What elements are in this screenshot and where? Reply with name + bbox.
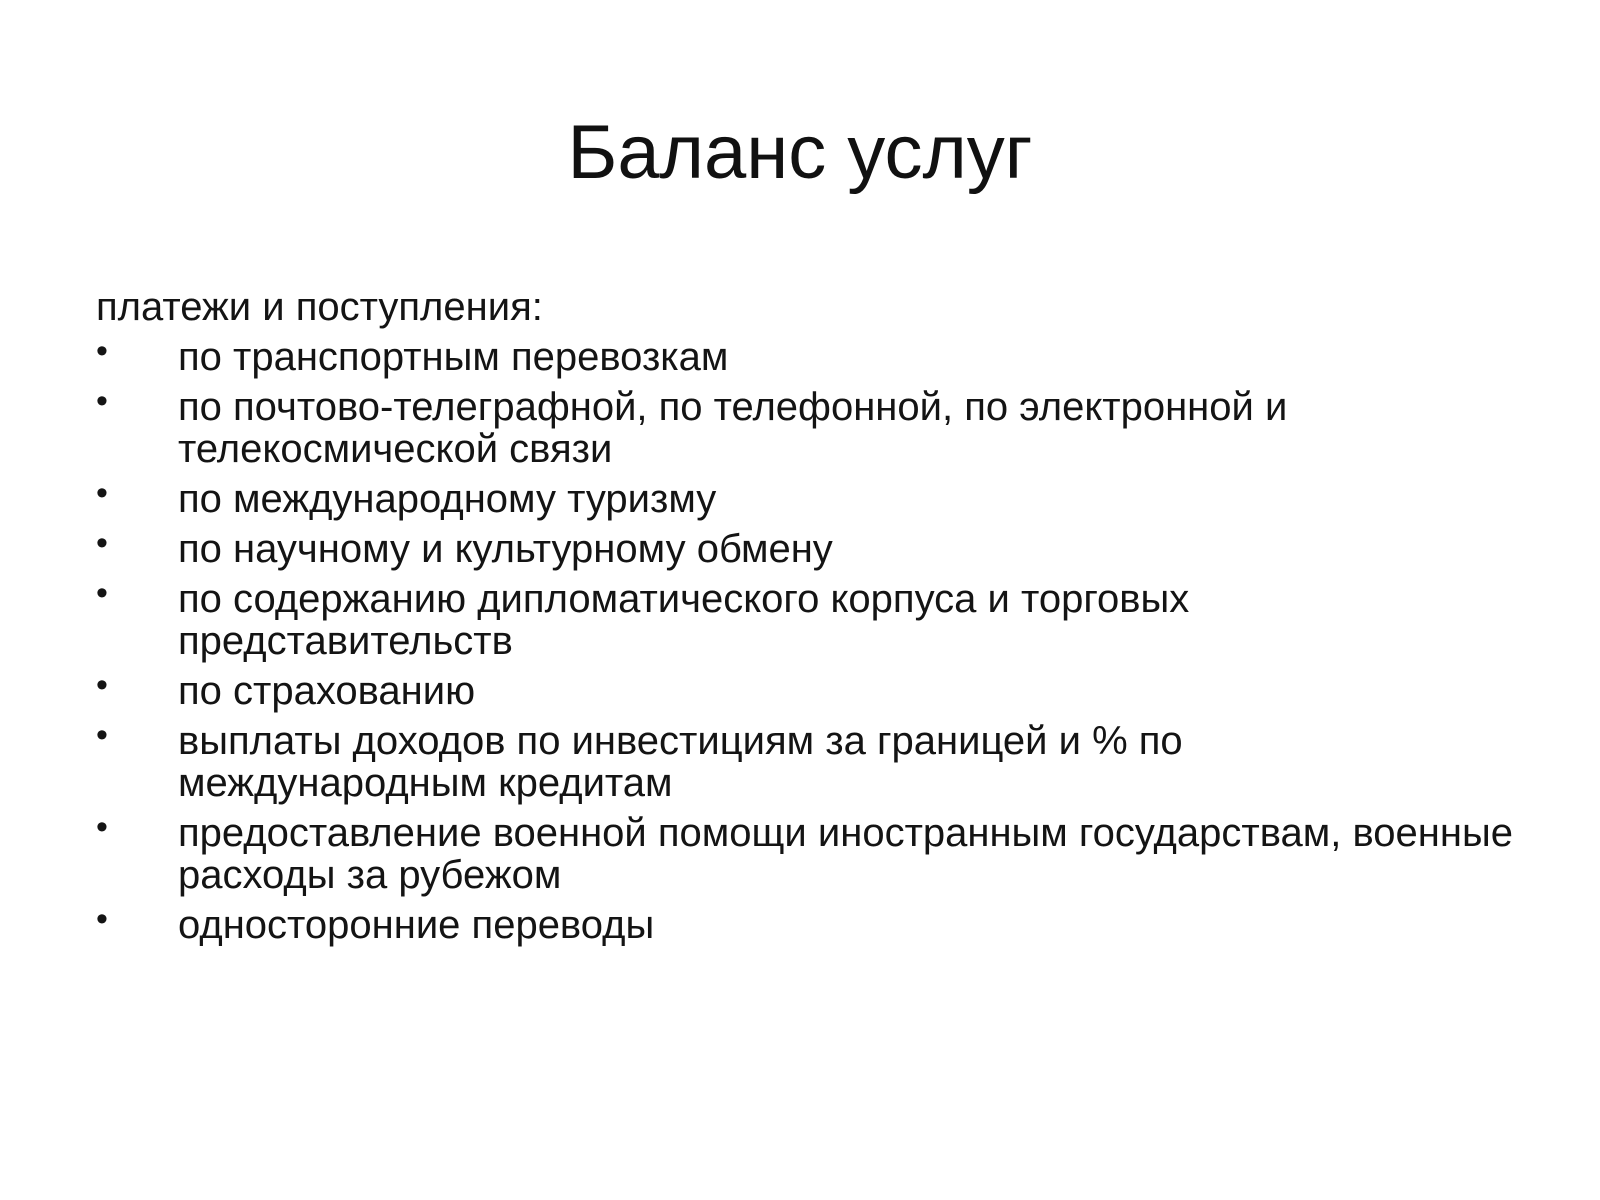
list-item	[96, 474, 1516, 521]
list-item	[96, 574, 1358, 663]
bullet-icon: •	[96, 332, 108, 370]
list-item-text: выплаты доходов по инвестициям за границей и % по международным кредитам	[178, 719, 1183, 805]
list-item-text: по страхованию	[178, 669, 476, 713]
list-item-text: по научному и культурному обмену	[178, 527, 833, 571]
list-item	[96, 382, 1458, 471]
list-item	[96, 808, 1558, 897]
bullet-icon: •	[96, 524, 108, 562]
list-item-text: односторонние переводы	[178, 903, 655, 947]
bullet-list	[96, 332, 1516, 954]
list-item	[96, 716, 1358, 805]
list-item-text: по содержанию дипломатического корпуса и торговых представительств	[178, 577, 1190, 663]
list-item-text: по международному туризму	[178, 477, 717, 521]
bullet-icon: •	[96, 716, 108, 754]
list-item	[96, 332, 1516, 379]
bullet-icon: •	[96, 474, 108, 512]
slide-title: Баланс услуг	[567, 110, 1033, 195]
bullet-icon: •	[96, 666, 108, 704]
list-item-text: по почтово-телеграфной, по телефонной, по электронной и телекосмической связи	[178, 385, 1288, 471]
intro-text: платежи и поступления:	[96, 285, 543, 329]
bullet-icon: •	[96, 382, 108, 420]
list-item-text: предоставление военной помощи иностранным государствам, военные расходы за рубежом	[178, 811, 1513, 897]
list-item	[96, 900, 1516, 947]
bullet-icon: •	[96, 808, 108, 846]
list-item	[96, 524, 1516, 571]
list-item	[96, 666, 1516, 713]
bullet-icon: •	[96, 574, 108, 612]
bullet-icon: •	[96, 900, 108, 938]
list-item-text: по транспортным перевозкам	[178, 335, 729, 379]
